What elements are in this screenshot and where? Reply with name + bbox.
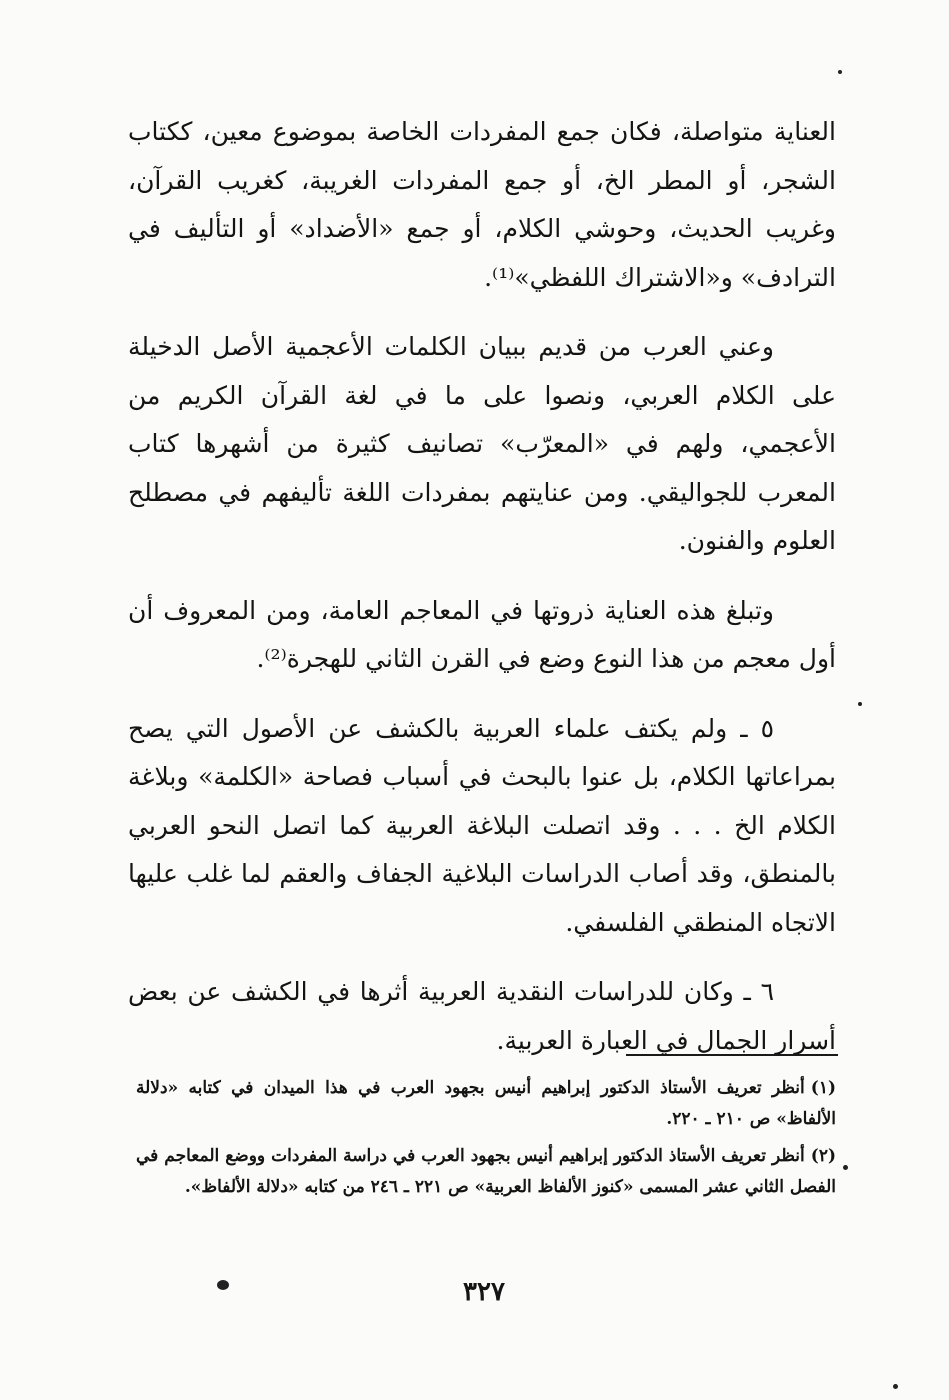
footnote-number: (٢)	[810, 1146, 836, 1166]
paragraph-4: ٥ ـ ولم يكتف علماء العربية بالكشف عن الأصول التي يصح بمراعاتها الكلام، بل عنوا بالبحث في أسباب فصاحة «الكلمة» وبلاغة الكلام الخ . . . وقد اتصلت البلاغة العربية كما اتصل النحو العربي بالمنطق، وقد أصاب الدراسات البلاغية الجفاف والعقم لما غلب عليها الاتجاه المنطقي الفلسفي.	[128, 713, 836, 937]
footnote-text: أنظر تعريف الأستاذ الدكتور إبراهيم أنيس بجهود العرب في دراسة المفردات ووضع المعاجم في الفصل الثاني عشر المسمى «كنوز الألفاظ العربية» ص ٢٢١ ـ ٢٤٦ من كتابه «دلالة الألفاظ».	[136, 1146, 836, 1197]
footnote-2	[136, 1141, 836, 1203]
footnotes	[136, 1073, 836, 1209]
footnote-number: (١)	[810, 1078, 836, 1098]
body-text	[128, 108, 836, 1086]
paragraph-1: العناية متواصلة، فكان جمع المفردات الخاصة بموضوع معين، ككتاب الشجر، أو المطر الخ، أو جمع المفردات الغريبة، كغريب القرآن، وغريب الحديث، وحوشي الكلام، أو جمع «الأضداد» أو التأليف في الترادف» و«الاشتراك اللفظي»⁽¹⁾.	[128, 117, 836, 292]
scan-speck	[838, 70, 842, 74]
paragraph-2: وعني العرب من قديم ببيان الكلمات الأعجمية الأصل الدخيلة على الكلام العربي، ونصوا على ما في لغة القرآن الكريم من الأعجمي، ولهم في «المعرّب» تصانيف كثيرة من أشهرها كتاب المعرب للجواليقي. ومن عنايتهم بمفردات اللغة تأليفهم في مصطلح العلوم والفنون.	[128, 332, 836, 555]
footnote-divider	[626, 1054, 838, 1056]
footnote-text: أنظر تعريف الأستاذ الدكتور إبراهيم أنيس بجهود العرب في هذا الميدان في كتابه «دلالة الألفاظ» ص ٢١٠ ـ ٢٢٠.	[136, 1078, 836, 1129]
scan-speck	[893, 1384, 898, 1389]
paragraph-5: ٦ ـ وكان للدراسات النقدية العربية أثرها في الكشف عن بعض أسرار الجمال في العبارة العربية.	[128, 977, 836, 1055]
scan-speck	[858, 702, 862, 706]
paragraph-3: وتبلغ هذه العناية ذروتها في المعاجم العامة، ومن المعروف أن أول معجم من هذا النوع وضع في القرن الثاني للهجرة⁽²⁾.	[128, 595, 836, 673]
footnote-1	[136, 1073, 836, 1135]
scan-speck	[217, 1280, 229, 1290]
scan-speck	[843, 1165, 848, 1170]
page-number: ٣٢٧	[463, 1277, 505, 1307]
